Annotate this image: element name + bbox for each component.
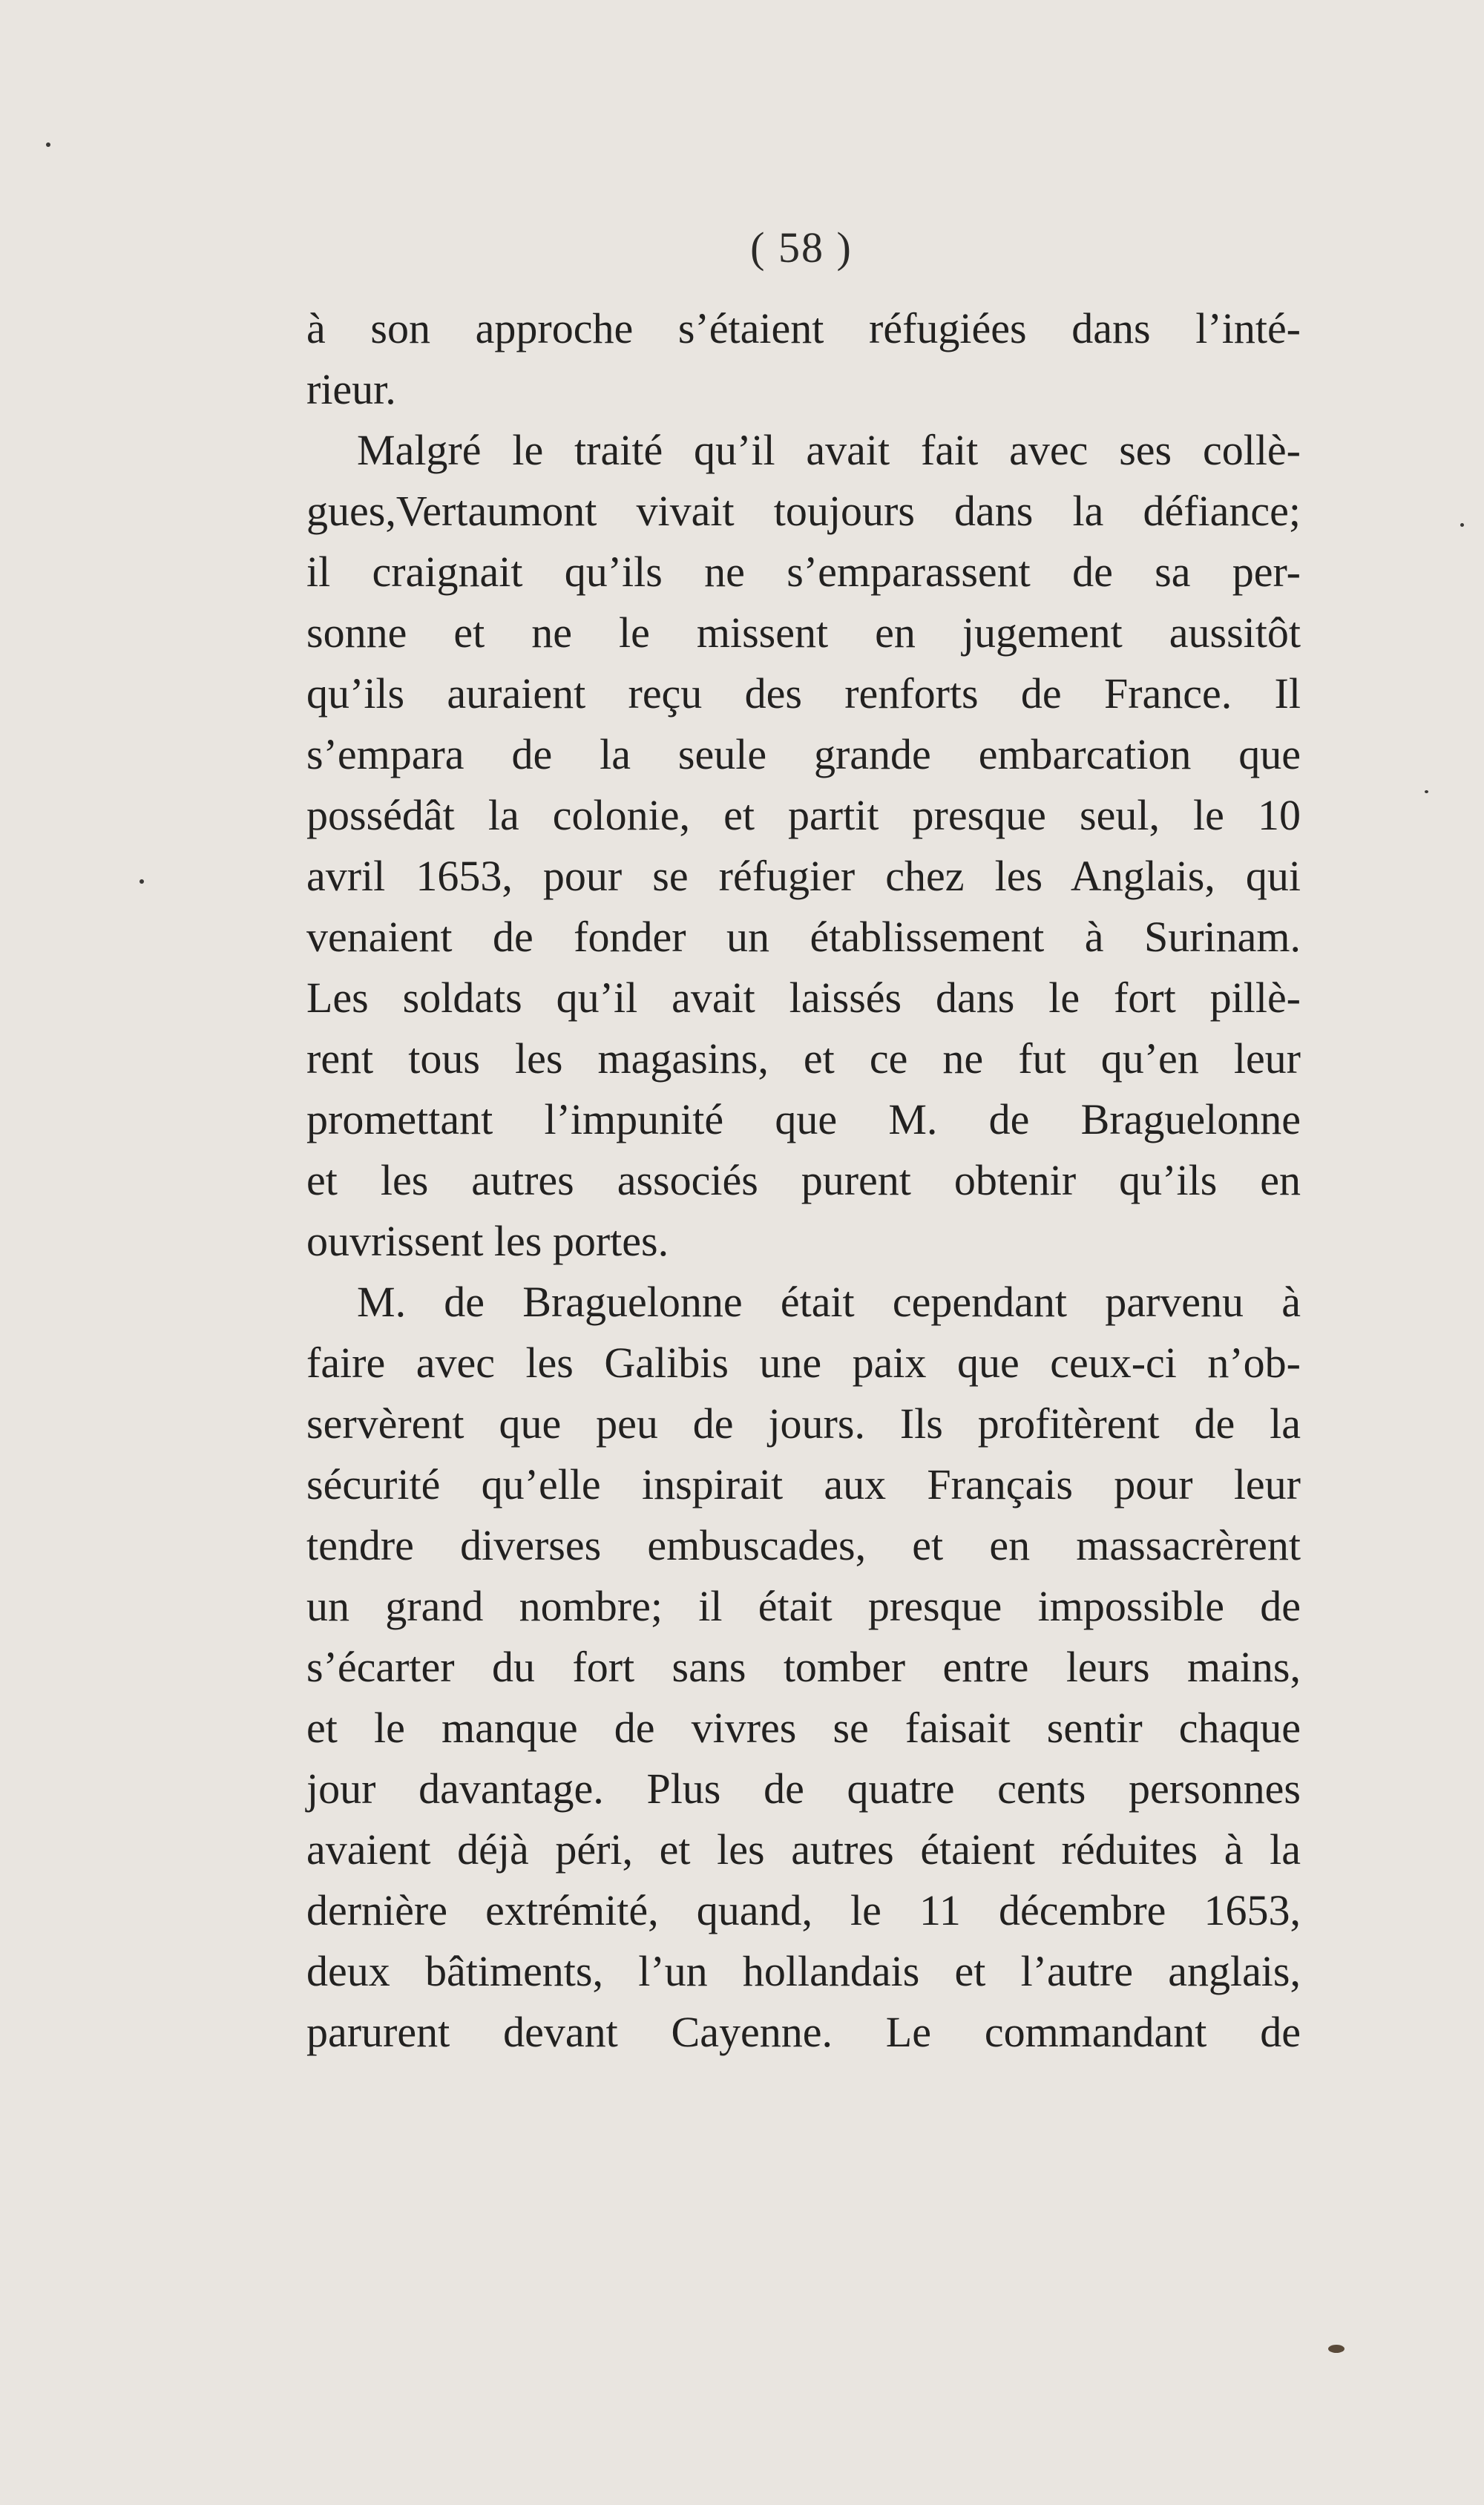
text-line: rieur. bbox=[306, 365, 396, 413]
text-line: et le manque de vivres se faisait sentir chaque bbox=[306, 1704, 1301, 1752]
text-line: possédât la colonie, et partit presque seul, le 10 bbox=[306, 791, 1301, 839]
body-text bbox=[306, 298, 1301, 2063]
page-number: ( 58 ) bbox=[750, 223, 853, 272]
text-line: s’écarter du fort sans tomber entre leurs mains, bbox=[306, 1643, 1301, 1691]
text-line: Malgré le traité qu’il avait fait avec ses collè- bbox=[357, 426, 1301, 474]
text-line: dernière extrémité, quand, le 11 décembre 1653, bbox=[306, 1886, 1301, 1934]
text-line: qu’ils auraient reçu des renforts de France. Il bbox=[306, 669, 1301, 718]
text-line: sonne et ne le missent en jugement aussitôt bbox=[306, 608, 1301, 657]
text-line: ouvrissent les portes. bbox=[306, 1217, 669, 1265]
text-line: Les soldats qu’il avait laissés dans le fort pillè- bbox=[306, 974, 1301, 1022]
paper-speck bbox=[1460, 523, 1464, 527]
text-line: jour davantage. Plus de quatre cents personnes bbox=[306, 1764, 1301, 1813]
text-line: à son approche s’étaient réfugiées dans l’inté- bbox=[306, 304, 1301, 352]
text-line: venaient de fonder un établissement à Surinam. bbox=[306, 913, 1301, 961]
text-line: s’empara de la seule grande embarcation que bbox=[306, 730, 1301, 778]
text-line: il craignait qu’ils ne s’emparassent de sa per- bbox=[306, 548, 1301, 596]
paper-speck bbox=[139, 879, 144, 884]
text-line: servèrent que peu de jours. Ils profitèrent de la bbox=[306, 1399, 1301, 1448]
text-line: avaient déjà péri, et les autres étaient réduites à la bbox=[306, 1825, 1301, 1874]
text-line: faire avec les Galibis une paix que ceux-ci n’ob- bbox=[306, 1339, 1301, 1387]
text-line: rent tous les magasins, et ce ne fut qu’en leur bbox=[306, 1034, 1301, 1083]
text-line: gues,Vertaumont vivait toujours dans la défiance; bbox=[306, 487, 1301, 535]
text-line: deux bâtiments, l’un hollandais et l’autre anglais, bbox=[306, 1947, 1301, 1995]
paper-speck bbox=[1328, 2345, 1345, 2353]
text-line: parurent devant Cayenne. Le commandant de bbox=[306, 2008, 1301, 2056]
text-line: et les autres associés purent obtenir qu’ils en bbox=[306, 1156, 1301, 1204]
text-line: M. de Braguelonne était cependant parvenu à bbox=[357, 1278, 1301, 1326]
text-line: promettant l’impunité que M. de Braguelonne bbox=[306, 1095, 1301, 1143]
paper-speck bbox=[1425, 790, 1428, 793]
paper-speck bbox=[46, 142, 50, 147]
text-line: avril 1653, pour se réfugier chez les Anglais, qui bbox=[306, 852, 1301, 900]
text-line: sécurité qu’elle inspirait aux Français pour leur bbox=[306, 1460, 1301, 1508]
text-line: tendre diverses embuscades, et en massacrèrent bbox=[306, 1521, 1301, 1569]
text-line: un grand nombre; il était presque impossible de bbox=[306, 1582, 1301, 1630]
